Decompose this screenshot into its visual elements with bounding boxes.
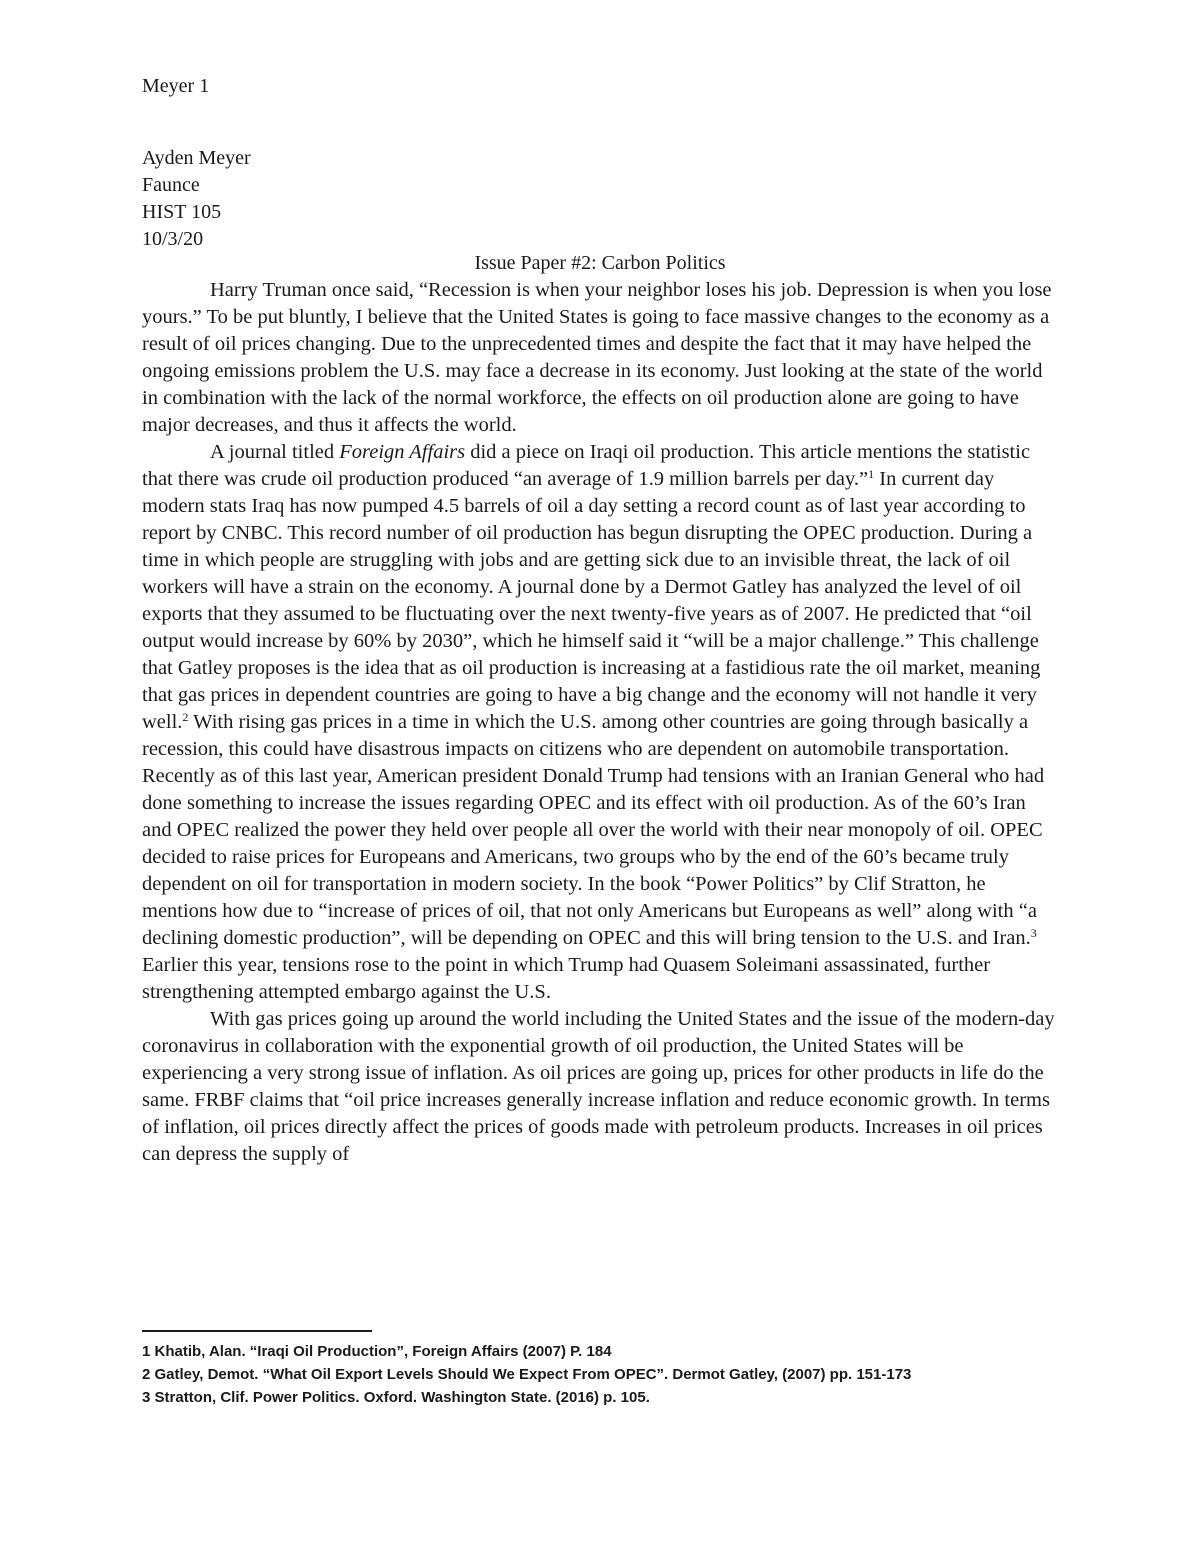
footnote-separator xyxy=(142,1330,372,1332)
journal-title: Foreign Affairs xyxy=(339,441,466,463)
footnote-ref-2[interactable]: 2 xyxy=(182,710,189,724)
paragraph-intro: Harry Truman once said, “Recession is when your neighbor loses his job. Depression is when you lose yours.” To be put bluntly, I believe that the United States is going to face massive changes to the economy as a result of oil prices changing. Due to the unprecedented times and despite the fact that it may have helped the ongoing emissions problem the U.S. may face a decrease in its economy. Just looking at the state of the world in combination with the lack of the normal workforce, the effects on oil production alone are going to have major decreases, and thus it affects the world. xyxy=(142,279,1052,436)
heading-block xyxy=(142,145,251,253)
paragraph-text: Earlier this year, tensions rose to the point in which Trump had Quasem Soleimani assassinated, further strengthening attempted embargo against the U.S. xyxy=(142,954,991,1003)
paragraph-inflation: With gas prices going up around the world including the United States and the issue of the modern-day coronavirus in collaboration with the exponential growth of oil production, the United States will be experiencing a very strong issue of inflation. As oil prices are going up, prices for other products in life do the same. FRBF claims that “oil price increases generally increase inflation and reduce economic growth. In terms of inflation, oil prices directly affect the prices of goods made with petroleum products. Increases in oil prices can depress the supply of xyxy=(142,1008,1055,1165)
footnote-ref-1[interactable]: 1 xyxy=(868,467,875,481)
running-head: Meyer 1 xyxy=(142,75,210,97)
course-name: HIST 105 xyxy=(142,201,222,223)
paragraph-text: In current day modern stats Iraq has now pumped 4.5 barrels of oil a day setting a record count as of last year according to report by CNBC. This record number of oil production has begun disrupting the OPEC production. During a time in which people are struggling with jobs and are getting sick due to an invisible threat, the lack of oil workers will have a strain on the economy. A journal done by a Dermot Gatley has analyzed the level of oil exports that they assumed to be fluctuating over the next twenty-five years as of 2007. He predicted that “oil output would increase by 60% by 2030”, which he himself said it “will be a major challenge.” This challenge that Gatley proposes is the idea that as oil production is increasing at a fastidious rate the oil market, meaning that gas prices in dependent countries are going to have a big change and the economy will not handle it very well. xyxy=(142,468,1041,733)
footnote-2: 2 Gatley, Demot. “What Oil Export Levels Should We Expect From OPEC”. Dermot Gatley, (2007) pp. 151-173 xyxy=(142,1366,912,1383)
paragraph-text: With rising gas prices in a time in which the U.S. among other countries are going through basically a recession, this could have disastrous impacts on citizens who are dependent on automobile transportation. Recently as of this last year, American president Donald Trump had tensions with an Iranian General who had done something to increase the issues regarding OPEC and its effect with oil production. As of the 60’s Iran and OPEC realized the power they held over people all over the world with their near monopoly of oil. OPEC decided to raise prices for Europeans and Americans, two groups who by the end of the 60’s became truly dependent on oil for transportation in modern society. In the book “Power Politics” by Clif Stratton, he mentions how due to “increase of prices of oil, that not only Americans but Europeans as well” along with “a declining domestic production”, will be depending on OPEC and this will bring tension to the U.S. and Iran. xyxy=(142,711,1045,949)
paragraph-foreign-affairs xyxy=(142,439,1058,1006)
paragraph-text: did a piece on Iraqi oil production. This article mentions the statistic that there was crude oil production produced “an average of 1.9 million barrels per day.” xyxy=(142,441,1031,490)
paper-title: Issue Paper #2: Carbon Politics xyxy=(474,252,726,274)
author-name: Ayden Meyer xyxy=(142,147,251,169)
paper-date: 10/3/20 xyxy=(142,228,204,250)
paper-body xyxy=(142,277,1058,1168)
footnote-1: 1 Khatib, Alan. “Iraqi Oil Production”, Foreign Affairs (2007) P. 184 xyxy=(142,1343,612,1360)
footnotes xyxy=(142,1340,1058,1409)
paragraph-text: A journal titled xyxy=(210,441,340,463)
instructor-name: Faunce xyxy=(142,174,200,196)
footnote-ref-3[interactable]: 3 xyxy=(1030,926,1037,940)
footnote-3: 3 Stratton, Clif. Power Politics. Oxford. Washington State. (2016) p. 105. xyxy=(142,1389,650,1406)
